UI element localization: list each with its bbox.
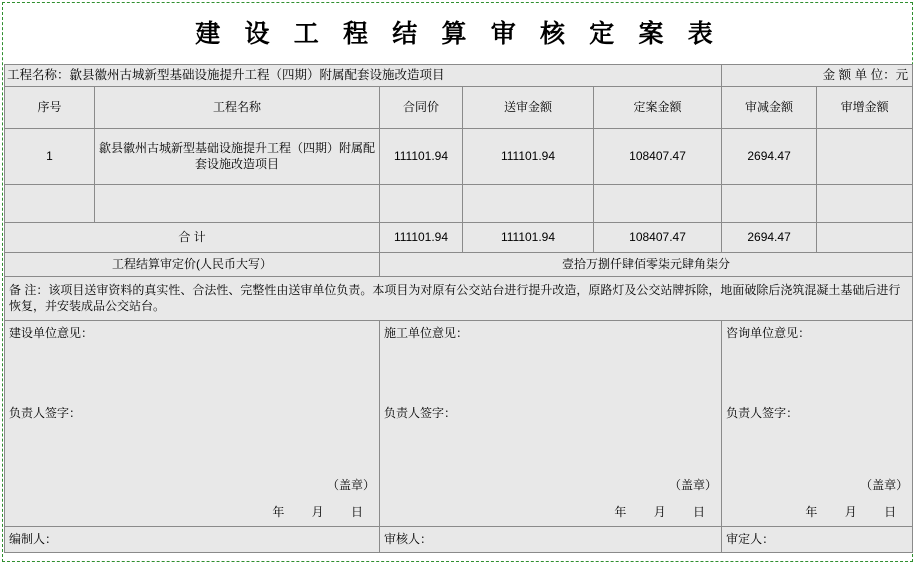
cell-contract: 111101.94	[380, 128, 463, 184]
signature-unit-label-construction: 建设单位意见：	[5, 320, 380, 344]
total-submitted: 111101.94	[463, 222, 594, 252]
table-total-row	[5, 222, 913, 252]
cell-approved: 108407.47	[594, 128, 722, 184]
table-row	[5, 184, 913, 222]
col-header-increased: 审增金额	[817, 86, 913, 128]
total-reduced: 2694.47	[722, 222, 817, 252]
cell-contract	[380, 184, 463, 222]
amount-unit-label: 金 额 单 位：元	[722, 65, 913, 87]
signature-area-contractor[interactable]	[380, 344, 722, 400]
cell-increased	[817, 128, 913, 184]
signature-area-construction[interactable]	[5, 344, 380, 400]
total-approved: 108407.47	[594, 222, 722, 252]
date-line-consultant: 年 月 日	[722, 498, 913, 526]
compiler-label: 编制人：	[5, 526, 380, 552]
cell-increased	[817, 184, 913, 222]
responsible-label-consultant: 负责人签字：	[722, 400, 913, 426]
stamp-label-consultant: （盖章）	[722, 472, 913, 498]
cell-name: 歙县徽州古城新型基础设施提升工程（四期）附属配套设施改造项目	[95, 128, 380, 184]
settlement-table	[4, 64, 913, 553]
stamp-label-construction: （盖章）	[5, 472, 380, 498]
cell-name	[95, 184, 380, 222]
project-header-row	[5, 65, 913, 87]
table-row	[5, 128, 913, 184]
signature-spacer-row	[5, 426, 913, 472]
project-name-label: 工程名称：歙县徽州古城新型基础设施提升工程（四期）附属配套设施改造项目	[5, 65, 722, 87]
col-header-name: 工程名称	[95, 86, 380, 128]
signature-header-row	[5, 320, 913, 344]
approver-label: 审定人：	[722, 526, 913, 552]
signature-spacer-contractor	[380, 426, 722, 472]
capital-amount-value: 壹拾万捌仟肆佰零柒元肆角柒分	[380, 252, 913, 276]
cell-index	[5, 184, 95, 222]
total-increased	[817, 222, 913, 252]
capital-amount-row	[5, 252, 913, 276]
signature-person-row	[5, 400, 913, 426]
stamp-row	[5, 472, 913, 498]
cell-reduced	[722, 184, 817, 222]
signature-spacer-construction	[5, 426, 380, 472]
page-title: 建 设 工 程 结 算 审 核 定 案 表	[195, 21, 722, 48]
total-label: 合 计	[5, 222, 380, 252]
note-row	[5, 276, 913, 320]
cell-reduced: 2694.47	[722, 128, 817, 184]
signature-area-consultant[interactable]	[722, 344, 913, 400]
col-header-approved: 定案金额	[594, 86, 722, 128]
signature-unit-label-contractor: 施工单位意见：	[380, 320, 722, 344]
cell-submitted: 111101.94	[463, 128, 594, 184]
cell-index: 1	[5, 128, 95, 184]
total-contract: 111101.94	[380, 222, 463, 252]
col-header-reduced: 审减金额	[722, 86, 817, 128]
date-line-construction: 年 月 日	[5, 498, 380, 526]
capital-amount-label: 工程结算审定价(人民币大写）	[5, 252, 380, 276]
responsible-label-contractor: 负责人签字：	[380, 400, 722, 426]
col-header-submitted: 送审金额	[463, 86, 594, 128]
date-row	[5, 498, 913, 526]
signature-spacer-consultant	[722, 426, 913, 472]
table-header-row	[5, 86, 913, 128]
col-header-contract: 合同价	[380, 86, 463, 128]
cell-approved	[594, 184, 722, 222]
responsible-label-construction: 负责人签字：	[5, 400, 380, 426]
footer-row	[5, 526, 913, 552]
cell-submitted	[463, 184, 594, 222]
signature-unit-label-consultant: 咨询单位意见：	[722, 320, 913, 344]
stamp-label-contractor: （盖章）	[380, 472, 722, 498]
note-text: 备 注：该项目送审资料的真实性、合法性、完整性由送审单位负责。本项目为对原有公交站台进行提升改造，原路灯及公交站牌拆除，地面破除后浇筑混凝土基础后进行恢复，并安装成品公交站台。	[5, 276, 913, 320]
col-header-index: 序号	[5, 86, 95, 128]
date-line-contractor: 年 月 日	[380, 498, 722, 526]
signature-blank-row	[5, 344, 913, 400]
reviewer-label: 审核人：	[380, 526, 722, 552]
